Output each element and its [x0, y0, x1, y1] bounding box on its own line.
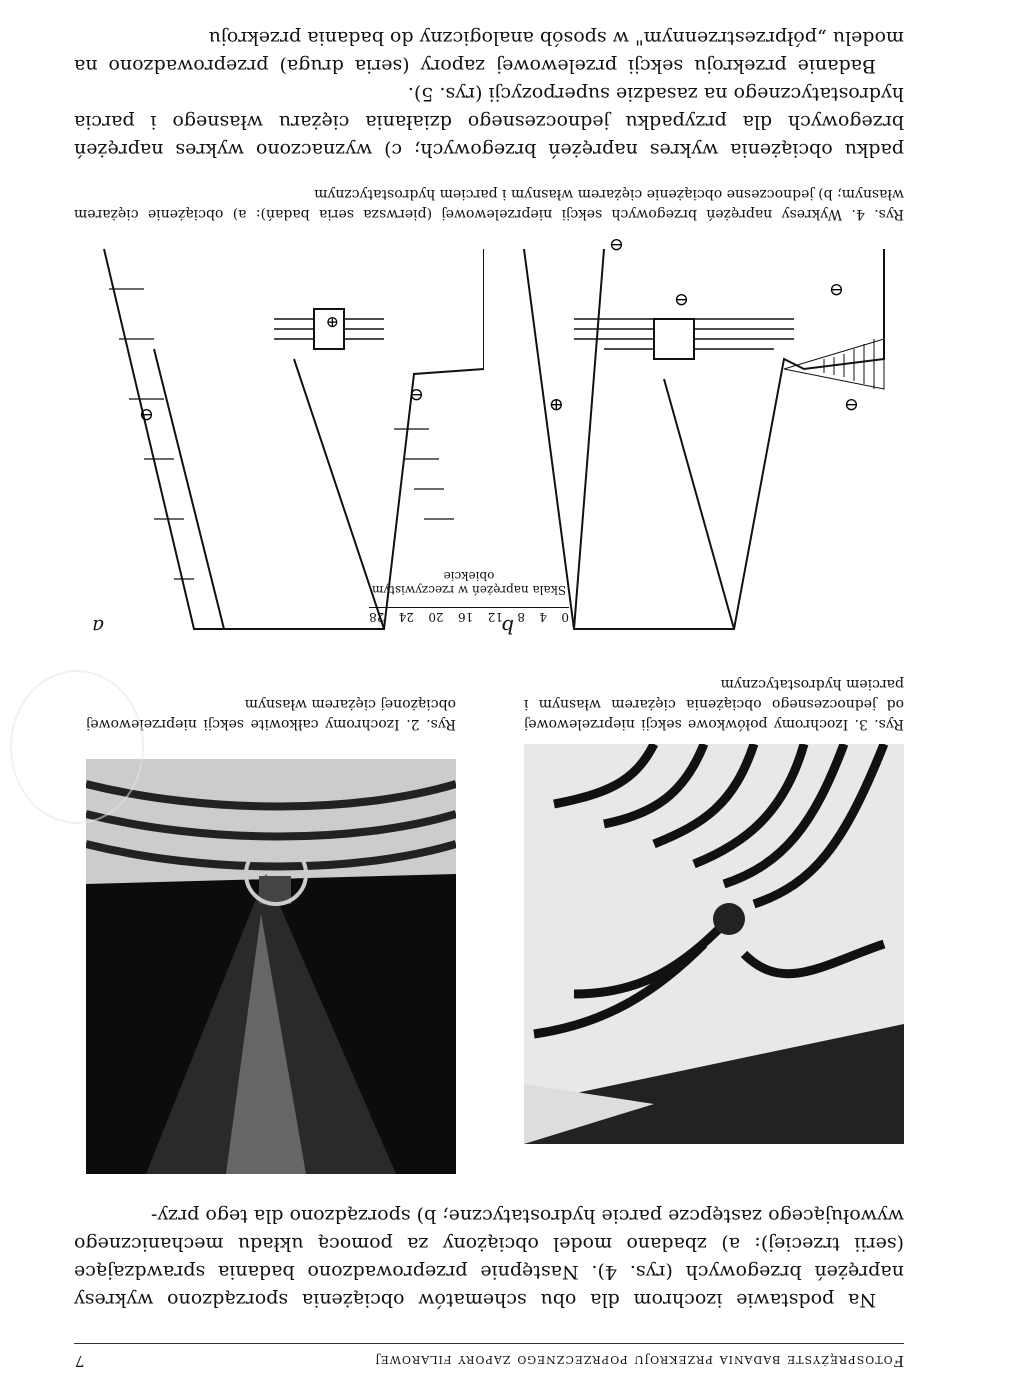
scale-bar: [369, 601, 569, 608]
sign-minus-b3: ⊖: [608, 234, 624, 255]
paragraph-top: [74, 1174, 904, 1314]
scale-title: Skala naprężeń w rzeczywistym obiekcie: [371, 569, 567, 597]
paragraph-bottom: [74, 14, 904, 164]
sign-minus-a1: ⊖: [408, 384, 424, 405]
sign-plus-a: ⊕: [325, 313, 339, 332]
caption-rys2: Rys. 2. Izochromy całkowite sekcji nieprzelewowej obciążonej ciężarem własnym: [86, 696, 456, 732]
sign-minus-b4: ⊖: [828, 279, 844, 300]
scale-tick: 4: [539, 610, 547, 624]
scale-tick: 24: [398, 610, 414, 624]
isochrome-photo-half: [524, 744, 904, 1144]
sign-minus-b1: ⊖: [843, 394, 859, 415]
paragraph-bottom-line2: Badanie przekroju sekcji przelewowej zapory (seria druga) przeprowadzono na modelu „półprzestrzennym" w sposób analogiczny do badania przekroju: [74, 27, 904, 77]
sign-minus-b2: ⊖: [673, 289, 689, 310]
figure4-label-b: b: [501, 615, 514, 639]
caption-rys3: Rys. 3. Izochromy połówkowe sekcji nieprzelewowej od jednoczesnego obciążenia ciężarem własnym i parciem hydrostatycznym: [524, 676, 904, 732]
sign-plus-b: ⊕: [548, 394, 564, 415]
photo-rys2: [86, 759, 456, 1174]
figure4-label-a: a: [92, 615, 104, 639]
isochrome-photo-full: [86, 759, 456, 1174]
paragraph-top-text: Na podstawie izochrom dla obu schematów obciążenia sporządzono wykresy naprężeń brzegowych (rys. 4). Następnie przeprowadzono badania sprawdzające (serii trzeciej): a) zbadano model obciążony za pomocą układu mechanicznego wywołującego zastępcze parcie hydrostatyczne; b) sporządzono dla tego przy-: [74, 1205, 904, 1311]
paragraph-bottom-line1: padku obciążenia wykres naprężeń brzegowych; c) wyznaczono wykres naprężeń brzegowych dla przypadku jednoczesnego działania ciężaru własnego i parcia hydrostatycznego na zasadzie superpozycji (rys. 5).: [74, 83, 904, 161]
library-stamp: [10, 670, 144, 824]
header-rule: [74, 1343, 904, 1344]
caption-rys4: Rys. 4. Wykresy naprężeń brzegowych sekcji nieprzelewowej (pierwsza seria badań): a) obciążenie ciężarem własnym; b) jednoczesne obciążenie ciężarem własnym i parciem hydrostatycznym: [74, 186, 904, 222]
photo-rys3: [524, 744, 904, 1144]
page-number: 7: [74, 1352, 85, 1370]
header-title: Fotosprężyste badania przekroju poprzecznego zapory filarowej: [374, 1352, 904, 1370]
sign-minus-a2: ⊖: [138, 404, 154, 425]
scale-tick: 8: [517, 610, 525, 624]
stress-scale: [359, 534, 579, 624]
scale-tick: 12: [487, 610, 503, 624]
scale-tick: 20: [428, 610, 444, 624]
scale-ticks: [359, 610, 579, 624]
running-header: [74, 1352, 904, 1370]
scale-tick: 28: [369, 610, 385, 624]
scale-tick: 0: [561, 610, 569, 624]
scale-tick: 16: [458, 610, 474, 624]
